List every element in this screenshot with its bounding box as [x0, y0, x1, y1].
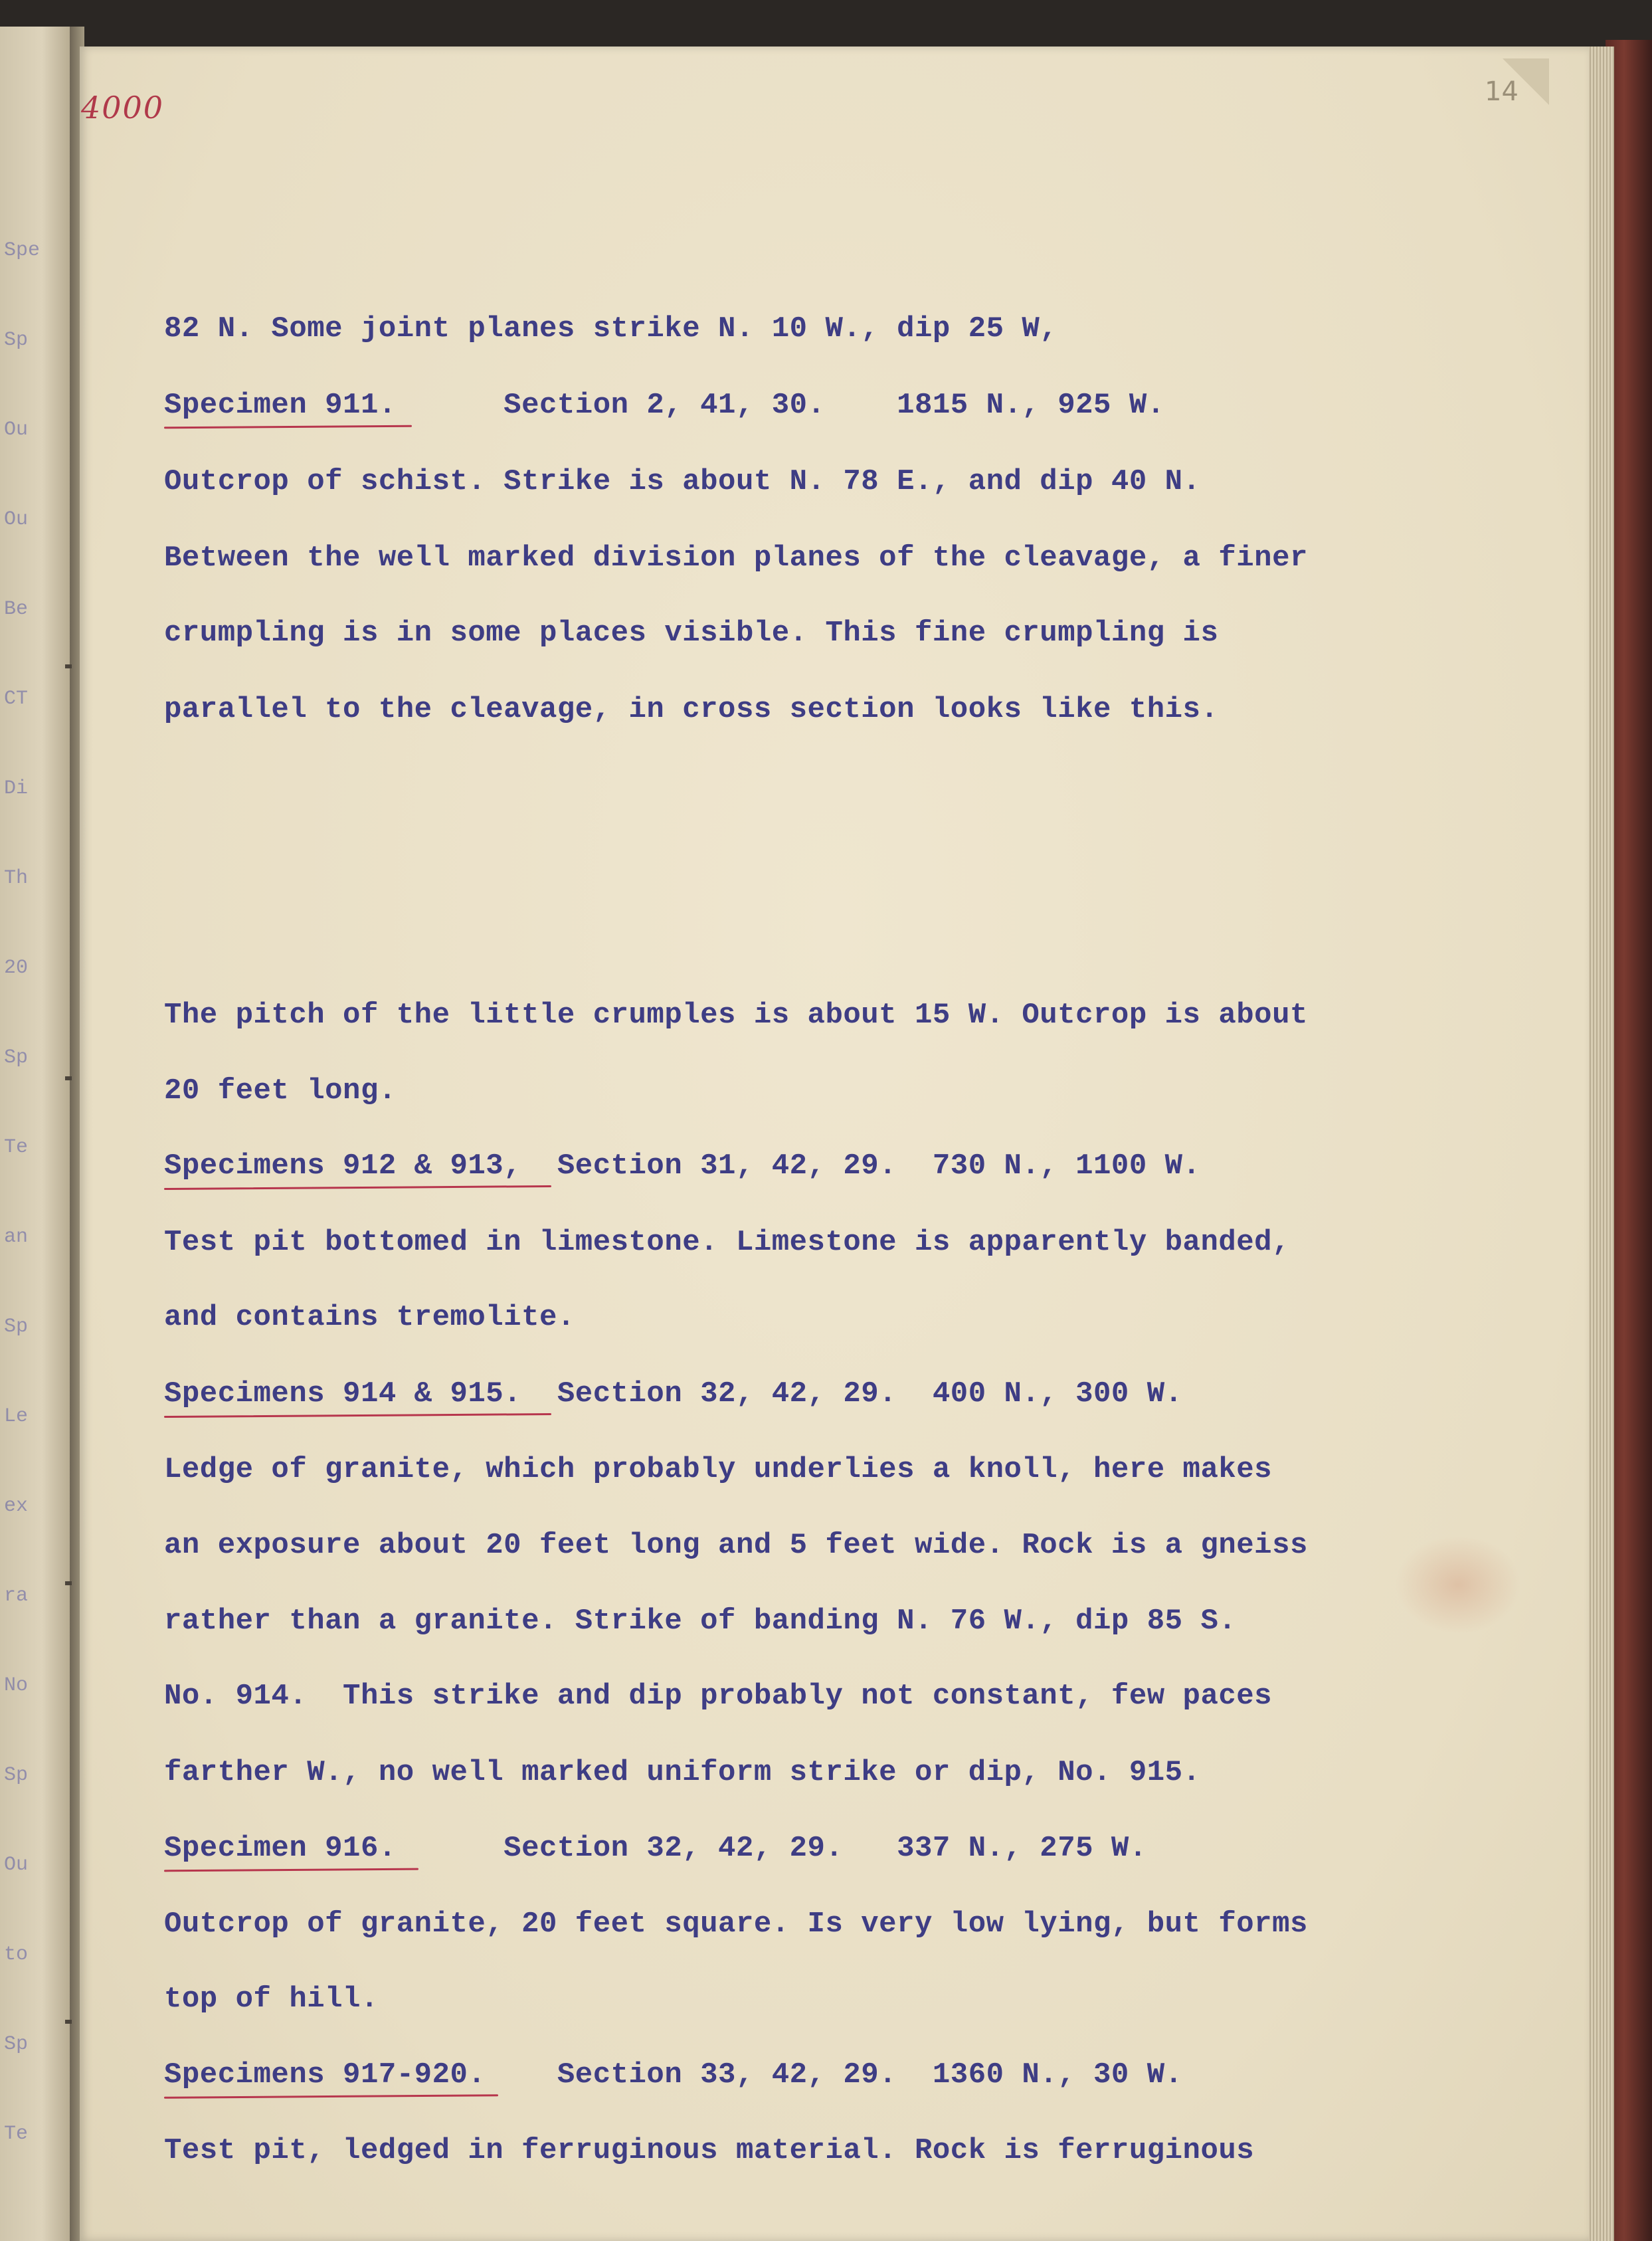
typed-line: an exposure about 20 feet long and 5 feet wide. Rock is a gneiss — [164, 1529, 1308, 1562]
typed-line: Specimen 916. Section 32, 42, 29. 337 N., 275 W. — [164, 1832, 1147, 1865]
left-page-fragment: Sp — [4, 2033, 29, 2056]
typed-line: parallel to the cleavage, in cross section looks like this. — [164, 693, 1219, 726]
left-page-fragment: ra — [4, 1585, 29, 1607]
typed-line: Between the well marked division planes of the cleavage, a finer — [164, 541, 1308, 575]
left-page-fragment: Ou — [4, 1854, 29, 1876]
left-page-fragment: Te — [4, 1136, 29, 1159]
typed-line: Ledge of granite, which probably underlies a knoll, here makes — [164, 1453, 1273, 1486]
left-page-fragment: 20 — [4, 957, 29, 979]
pencil-note: 4000 — [81, 90, 165, 126]
left-page-fragment: Be — [4, 598, 29, 621]
typed-line: Test pit, ledged in ferruginous material. Rock is ferruginous — [164, 2134, 1255, 2167]
left-page-fragment: Spe — [4, 239, 41, 262]
left-page-fragment: Le — [4, 1405, 29, 1428]
left-page-edge — [0, 27, 72, 2241]
typed-line: Test pit bottomed in limestone. Limestone is apparently banded, — [164, 1226, 1290, 1259]
binding-tab — [65, 1076, 72, 1080]
left-page-fragment: Ou — [4, 508, 29, 531]
page-stack — [1588, 47, 1614, 2241]
left-page-fragment: to — [4, 1943, 29, 1966]
typed-line: No. 914. This strike and dip probably not constant, few paces — [164, 1680, 1273, 1713]
typed-line: Specimen 911. Section 2, 41, 30. 1815 N., 925 W. — [164, 389, 1165, 422]
page-number: 14 — [1485, 76, 1518, 107]
binding-tab — [65, 664, 72, 668]
left-page-fragment: Te — [4, 2123, 29, 2145]
left-page-fragment: Th — [4, 867, 29, 890]
typed-line: 82 N. Some joint planes strike N. 10 W., dip 25 W, — [164, 312, 1058, 345]
left-page-fragment: ex — [4, 1495, 29, 1517]
left-page-fragment: Sp — [4, 1046, 29, 1069]
typed-line: Outcrop of schist. Strike is about N. 78 E., and dip 40 N. — [164, 465, 1201, 498]
typed-line: The pitch of the little crumples is about 15 W. Outcrop is about — [164, 999, 1308, 1032]
typed-line: Specimens 914 & 915. Section 32, 42, 29. 400 N., 300 W. — [164, 1377, 1183, 1411]
paper-stain — [1395, 1535, 1521, 1634]
typed-line: crumpling is in some places visible. This fine crumpling is — [164, 617, 1219, 650]
typed-line: top of hill. — [164, 1983, 379, 2016]
typed-line: farther W., no well marked uniform strike or dip, No. 915. — [164, 1756, 1201, 1789]
left-page-fragment: Sp — [4, 329, 29, 351]
typed-line: Specimens 917-920. Section 33, 42, 29. 1360 N., 30 W. — [164, 2058, 1183, 2092]
left-page-fragment: an — [4, 1226, 29, 1248]
typed-line: Specimens 912 & 913, Section 31, 42, 29. 730 N., 1100 W. — [164, 1149, 1201, 1183]
typed-line: Outcrop of granite, 20 feet square. Is very low lying, but forms — [164, 1907, 1308, 1941]
left-page-fragment: No — [4, 1674, 29, 1697]
left-page-fragment: Sp — [4, 1315, 29, 1338]
binding-tab — [65, 1581, 72, 1585]
typed-line: 20 feet long. — [164, 1074, 397, 1108]
typed-line: rather than a granite. Strike of banding N. 76 W., dip 85 S. — [164, 1605, 1237, 1638]
left-page-fragment: Sp — [4, 1764, 29, 1787]
typed-line: and contains tremolite. — [164, 1301, 575, 1334]
binding-tab — [65, 2020, 72, 2024]
left-page-fragment: Ou — [4, 419, 29, 441]
left-page-fragment: CT — [4, 688, 29, 710]
left-page-fragment: Di — [4, 777, 29, 800]
